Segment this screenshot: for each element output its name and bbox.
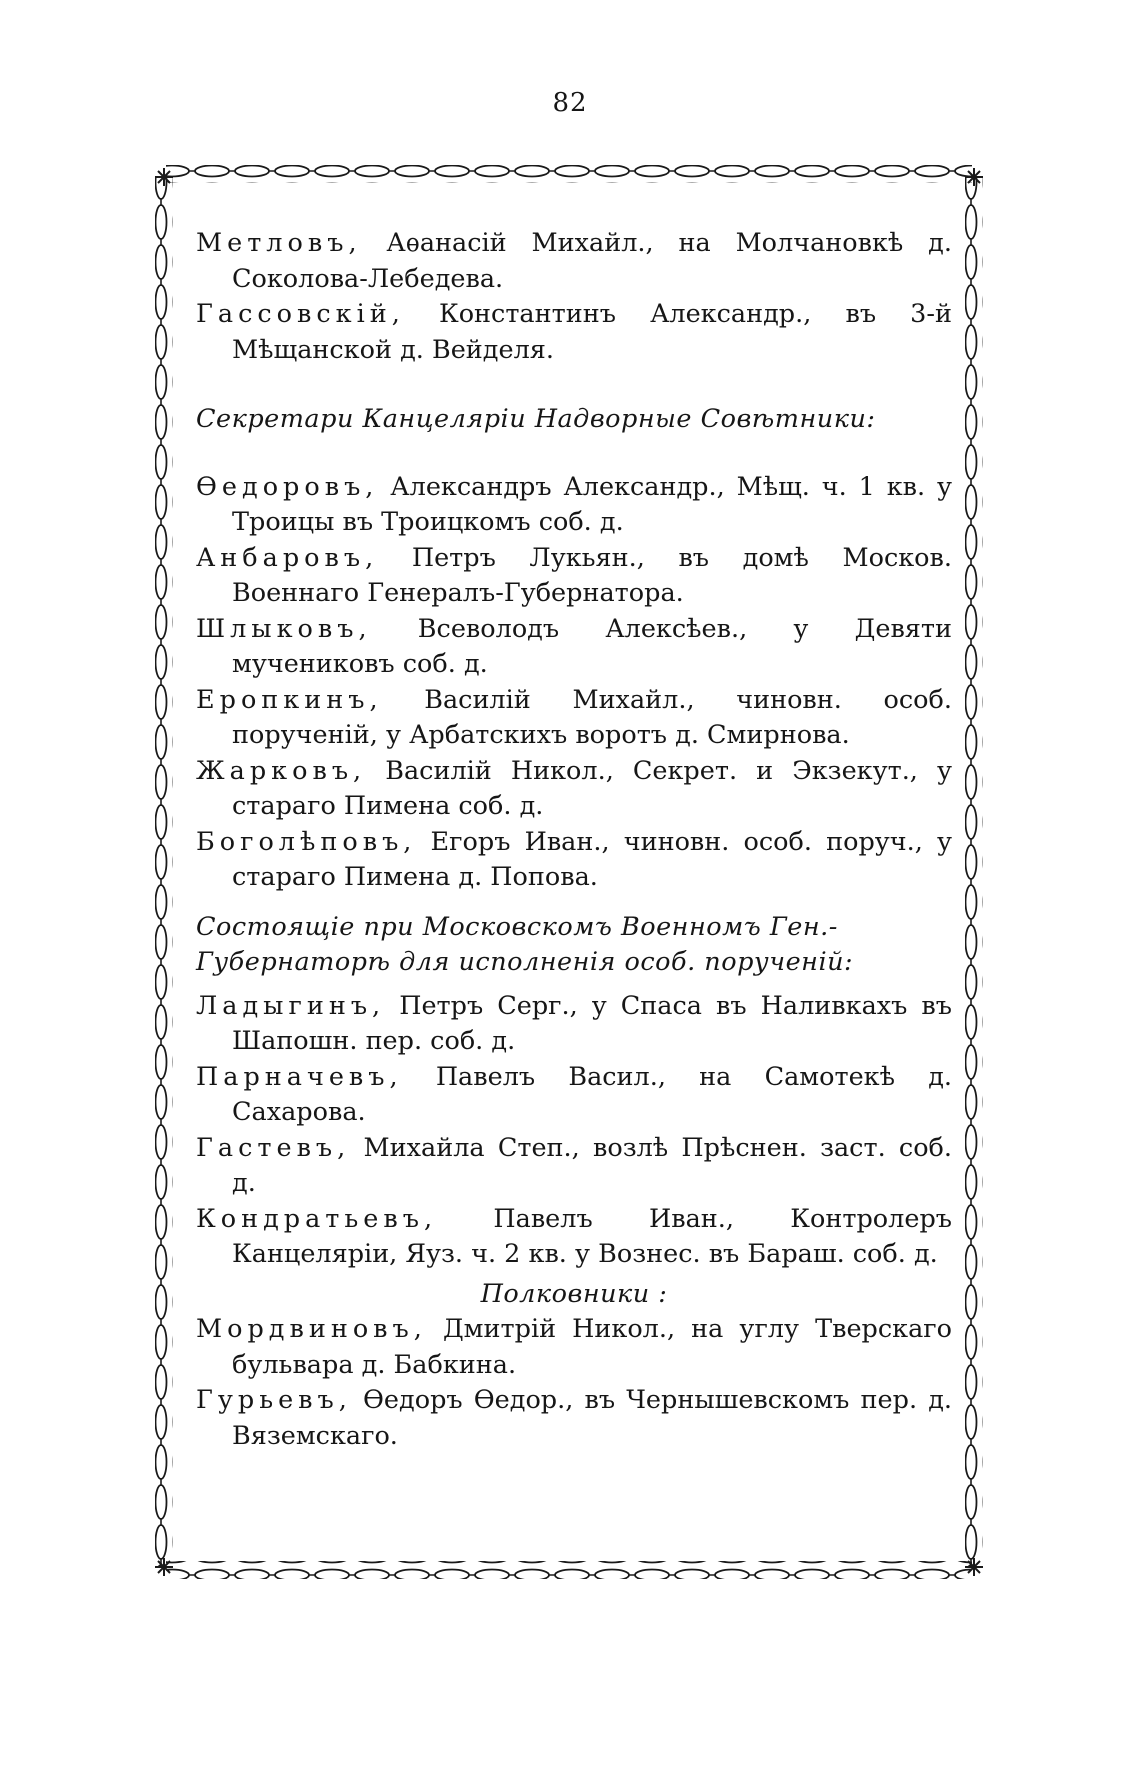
list-item bbox=[196, 1202, 952, 1273]
entry-surname: Кондратьевъ, bbox=[196, 1203, 438, 1234]
entry-surname: Ладыгинъ, bbox=[196, 990, 386, 1021]
entry-surname: Гастевъ, bbox=[196, 1132, 351, 1163]
border-right bbox=[965, 178, 983, 1566]
list-item bbox=[196, 612, 952, 683]
section-heading-colonels: Полковники : bbox=[480, 1278, 668, 1309]
entries-group-1 bbox=[196, 226, 952, 368]
entry-surname: Жарковъ, bbox=[196, 755, 367, 786]
list-item bbox=[196, 297, 952, 368]
entry-surname: Ѳедоровъ, bbox=[196, 471, 379, 502]
entry-details: Аѳанасій Михайл., на Молчановкѣ д. Соколова-Лебедева. bbox=[232, 228, 952, 294]
section-heading-secretaries: Секретари Канцеляріи Надворные Совѣтники: bbox=[196, 404, 876, 434]
entry-details: Павелъ Васил., на Самотекѣ д. Сахарова. bbox=[232, 1061, 952, 1127]
entry-surname: Метловъ, bbox=[196, 228, 362, 258]
border-left bbox=[155, 178, 173, 1566]
entry-details: Дмитрій Никол., на углу Тверскаго бульвара д. Бабкина. bbox=[232, 1314, 952, 1380]
entry-details: Всеволодъ Алексѣев., у Девяти мучениковъ соб. д. bbox=[232, 613, 952, 679]
list-item bbox=[196, 683, 952, 754]
list-item bbox=[196, 1312, 952, 1383]
entry-surname: Анбаровъ, bbox=[196, 542, 379, 573]
entry-details: Василій Михайл., чиновн. особ. порученій, у Арбатскихъ воротъ д. Смирнова. bbox=[232, 684, 952, 750]
entry-surname: Мордвиновъ, bbox=[196, 1314, 427, 1344]
list-item bbox=[196, 470, 952, 541]
entry-surname: Гурьевъ, bbox=[196, 1385, 352, 1415]
entry-details: Василій Никол., Секрет. и Экзекут., у стараго Пимена соб. д. bbox=[232, 755, 952, 821]
entry-details: Егоръ Иван., чиновн. особ. поруч., у стараго Пимена д. Попова. bbox=[232, 826, 952, 892]
entry-details: Ѳедоръ Ѳедор., въ Чернышевскомъ пер. д. Вяземскаго. bbox=[232, 1385, 952, 1451]
entry-details: Павелъ Иван., Контролеръ Канцеляріи, Яуз. ч. 2 кв. у Вознес. въ Бараш. соб. д. bbox=[232, 1203, 952, 1269]
directory-content bbox=[196, 226, 952, 1454]
entries-group-4 bbox=[196, 1312, 952, 1454]
border-bottom bbox=[166, 1561, 972, 1579]
entry-details: Петръ Лукьян., въ домѣ Москов. Военнаго Генералъ-Губернатора. bbox=[232, 542, 952, 608]
entry-details: Александръ Александр., Мѣщ. ч. 1 кв. у Троицы въ Троицкомъ соб. д. bbox=[232, 471, 952, 537]
list-item bbox=[196, 1131, 952, 1202]
entry-details: Петръ Серг., у Спаса въ Наливкахъ въ Шапошн. пер. соб. д. bbox=[232, 990, 952, 1056]
entry-surname: Еропкинъ, bbox=[196, 684, 383, 715]
list-item bbox=[196, 825, 952, 896]
entry-surname: Гассовскій, bbox=[196, 299, 405, 329]
border-top bbox=[166, 165, 972, 183]
entries-group-2 bbox=[196, 470, 952, 896]
list-item bbox=[196, 226, 952, 297]
entry-details: Константинъ Александр., въ 3-й Мѣщанской д. Вейделя. bbox=[232, 299, 952, 365]
entry-details: Михайла Степ., возлѣ Прѣснен. заст. соб. д. bbox=[232, 1132, 952, 1198]
list-item bbox=[196, 989, 952, 1060]
list-item bbox=[196, 754, 952, 825]
list-item bbox=[196, 541, 952, 612]
ornamental-frame bbox=[152, 162, 986, 1582]
section-heading-attached-officials: Состоящіе при Московскомъ Военномъ Ген.-Губернаторѣ для исполненія особ. порученій: bbox=[196, 911, 854, 977]
page-number: 82 bbox=[552, 88, 588, 118]
entry-surname: Боголѣповъ, bbox=[196, 826, 417, 857]
entries-group-3 bbox=[196, 989, 952, 1273]
entry-surname: Шлыковъ, bbox=[196, 613, 372, 644]
list-item bbox=[196, 1383, 952, 1454]
entry-surname: Парначевъ, bbox=[196, 1061, 403, 1092]
list-item bbox=[196, 1060, 952, 1131]
